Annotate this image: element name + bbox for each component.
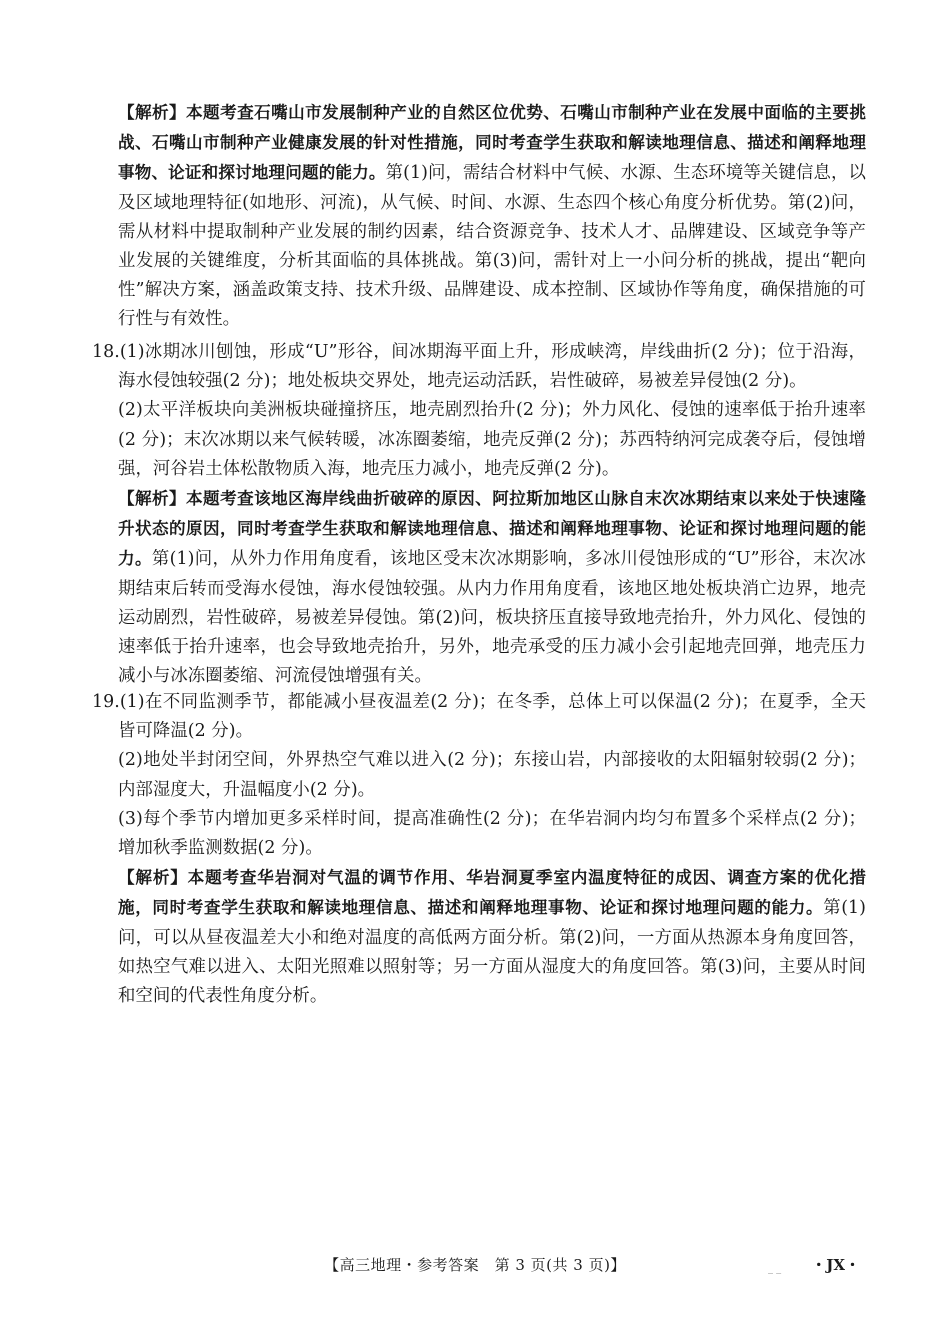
q19-part2-text: (2)地处半封闭空间，外界热空气难以进入(2 分)；东接山岩，内部接收的太阳辐射较弱(2 分)；内部湿度大，升温幅度小(2 分)。: [118, 750, 866, 800]
q17-analysis-summary: 本题考查石嘴山市发展制种产业的自然区位优势、石嘴山市制种产业在发展中面临的主要挑战、石嘴山市制种产业健康发展的针对性措施，同时考查学生获取和解读地理信息、描述和阐释地理事物、论证和探讨地理问题的能力。: [118, 103, 867, 183]
q17-analysis-block: [92, 98, 866, 335]
q19-part3: [92, 805, 866, 863]
q18-analysis-label: 【解析】: [118, 489, 187, 509]
q17-analysis-label: 【解析】: [118, 103, 187, 122]
q18-analysis-paragraph: [92, 484, 866, 691]
q18-part2-text: (2)太平洋板块向美洲板块碰撞挤压，地壳剧烈抬升(2 分)；外力风化、侵蚀的速率低于抬升速率(2 分)；末次冰期以来气候转暖，冰冻圈萎缩，地壳反弹(2 分)；苏西特纳河完成袭夺后，侵蚀增强，河谷岩土体松散物质入海，地壳压力减小，地壳反弹(2 分)。: [118, 400, 866, 479]
q19-analysis-summary: 本题考查华岩洞对气温的调节作用、华岩洞夏季室内温度特征的成因、调查方案的优化措施，同时考查学生获取和解读地理信息、描述和阐释地理事物、论证和探讨地理问题的能力。: [118, 868, 866, 918]
q18-part2: [92, 396, 866, 484]
q18-part1-text: (1)冰期冰川刨蚀，形成“U”形谷，间冰期海平面上升，形成峡湾，岸线曲折(2 分)；位于沿海，海水侵蚀较强(2 分)；地处板块交界处，地壳运动活跃，岩性破碎，易被差异侵蚀(2 分)。: [118, 342, 866, 392]
q19-part1-text: (1)在不同监测季节，都能减小昼夜温差(2 分)；在冬季，总体上可以保温(2 分)；在夏季，全天皆可降温(2 分)。: [118, 692, 866, 742]
q19-analysis-detail: 第(1)问，可以从昼夜温差大小和绝对温度的高低两方面分析。第(2)问，一方面从热源本身角度回答，如热空气难以进入、太阳光照难以照射等；另一方面从湿度大的角度回答。第(3)问，主要从时间和空间的代表性角度分析。: [118, 898, 866, 1007]
q17-analysis-paragraph: [92, 98, 866, 335]
q19-part2: [92, 746, 866, 804]
q18-analysis-detail: 第(1)问，从外力作用角度看，该地区受末次冰期影响，多冰川侵蚀形成的“U”形谷，末次冰期结束后转而受海水侵蚀，海水侵蚀较强。从内力作用角度看，该地区地处板块消亡边界，地壳运动剧烈，岩性破碎，易被差异侵蚀。第(2)问，板块挤压直接导致地壳抬升，外力风化、侵蚀的速率低于抬升速率，也会导致地壳抬升，另外，地壳承受的压力减小会引起地壳回弹，地壳压力减小与冰冻圈萎缩、河流侵蚀增强有关。: [118, 549, 866, 687]
q19-analysis-paragraph: [92, 863, 866, 1011]
q18-number: 18.: [92, 342, 120, 362]
footer-dots: _ _: [768, 1263, 782, 1274]
q18-part1: [92, 338, 866, 396]
q17-analysis-detail: 第(1)问，需结合材料中气候、水源、生态环境等关键信息，以及区域地理特征(如地形、河流)，从气候、时间、水源、生态四个核心角度分析优势。第(2)问，需从材料中提取制种产业发展的制约因素，结合资源竞争、技术人才、品牌建设、区域竞争等产业发展的关键维度，分析其面临的具体挑战。第(3)问，需针对上一小问分析的挑战，提出“靶向性”解决方案，涵盖政策支持、技术升级、品牌建设、成本控制、区域协作等角度，确保措施的可行性与有效性。: [118, 163, 866, 330]
q19-number: 19.: [92, 692, 120, 712]
q18-analysis-summary: 本题考查该地区海岸线曲折破碎的原因、阿拉斯加地区山脉自末次冰期结束以来处于快速隆升状态的原因，同时考查学生获取和解读地理信息、描述和阐释地理事物、论证和探讨地理问题的能力。: [118, 489, 867, 569]
q18-block: [92, 338, 866, 691]
q19-analysis-label: 【解析】: [118, 868, 188, 888]
footer-title: 【高三地理・参考答案 第 3 页(共 3 页)】: [324, 1256, 626, 1274]
q19-part1: [92, 688, 866, 746]
q19-part3-text: (3)每个季节内增加更多采样时间，提高准确性(2 分)；在华岩洞内均匀布置多个采样点(2 分)；增加秋季监测数据(2 分)。: [118, 808, 866, 859]
q19-block: [92, 688, 866, 1011]
page-footer: [0, 1252, 950, 1278]
footer-code: ・JX・: [811, 1256, 860, 1274]
